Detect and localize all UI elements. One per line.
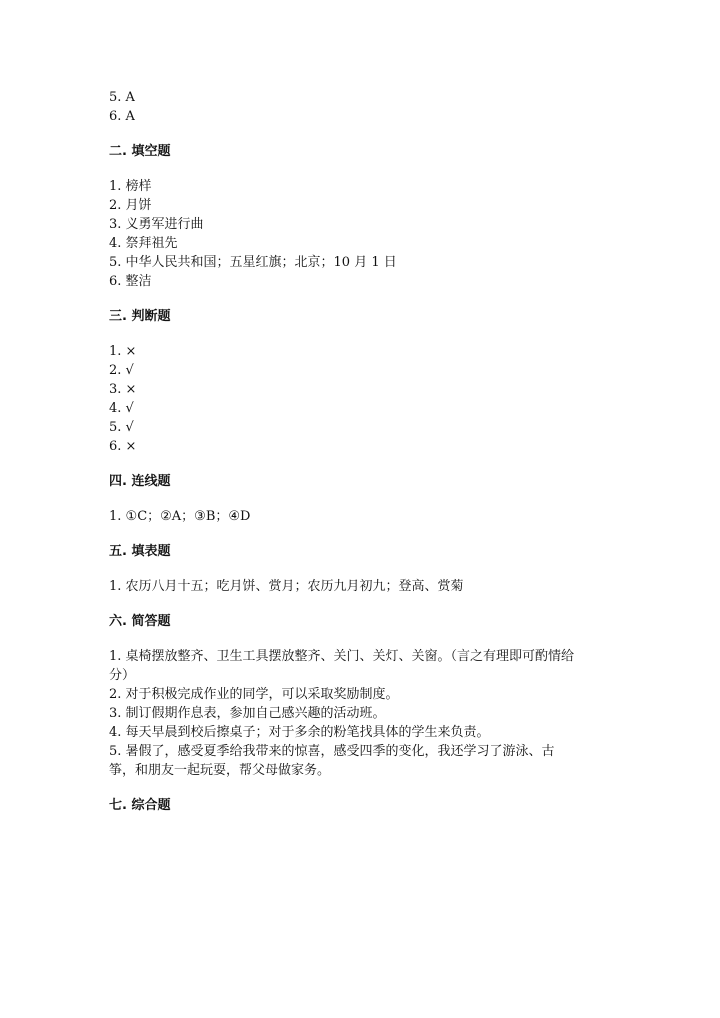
answer-line: 1. 农历八月十五；吃月饼、赏月；农历九月初九；登高、赏菊 <box>109 579 464 594</box>
answer-line: 2. √ <box>109 363 134 378</box>
answer-line: 1. × <box>109 344 137 359</box>
section-title-matching: 四. 连线题 <box>109 474 171 489</box>
answer-line: 6. 整洁 <box>109 274 152 289</box>
answer-line: 2. 月饼 <box>109 198 152 213</box>
answer-line: 4. √ <box>109 401 134 416</box>
answer-line: 5. 中华人民共和国；五星红旗；北京；10 月 1 日 <box>109 255 397 270</box>
answer-line: 5. 暑假了，感受夏季给我带来的惊喜，感受四季的变化，我还学习了游泳、古筝，和朋友一起玩耍，帮父母做家务。 <box>109 744 555 778</box>
answer-line: 4. 每天早晨到校后擦桌子；对于多余的粉笔找具体的学生来负责。 <box>109 725 490 740</box>
answer-line: 3. 义勇军进行曲 <box>109 217 204 232</box>
section-title-fill-table: 五. 填表题 <box>109 544 171 559</box>
answer-document <box>109 88 609 831</box>
answer-line: 6. × <box>109 439 137 454</box>
answer-line: 3. × <box>109 382 137 397</box>
section-title-true-false: 三. 判断题 <box>109 309 171 324</box>
answer-line: 1. ①C；②A；③B；④D <box>109 509 251 524</box>
answer-line: 4. 祭拜祖先 <box>109 236 178 251</box>
answer-line: 1. 榜样 <box>109 179 152 194</box>
section-title-comprehensive: 七. 综合题 <box>109 798 171 813</box>
answer-line: 1. 桌椅摆放整齐、卫生工具摆放整齐、关门、关灯、关窗。（言之有理即可酌情给分） <box>109 649 575 683</box>
answer-line: 5. √ <box>109 420 134 435</box>
section-title-short-answer: 六. 简答题 <box>109 614 171 629</box>
section-title-fill-blank: 二. 填空题 <box>109 144 171 159</box>
answer-line: 3. 制订假期作息表，参加自己感兴趣的活动班。 <box>109 706 386 721</box>
answer-line: 2. 对于积极完成作业的同学，可以采取奖励制度。 <box>109 687 399 702</box>
answer-line: 6. A <box>109 109 135 124</box>
answer-line: 5. A <box>109 90 135 105</box>
